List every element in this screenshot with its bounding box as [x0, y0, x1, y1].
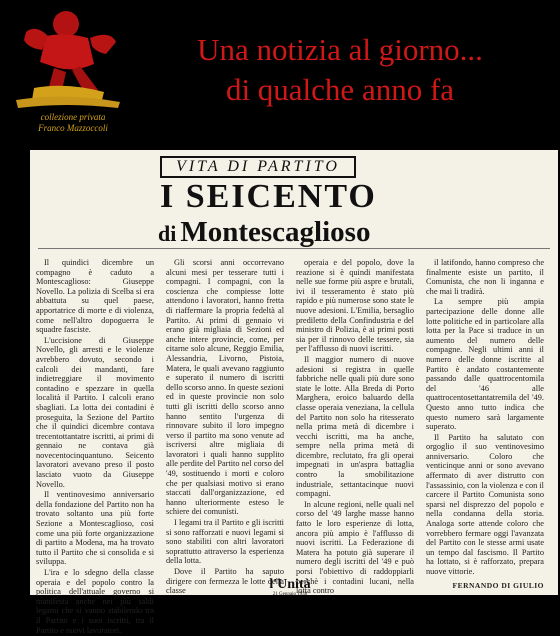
- section-kicker: VITA DI PARTITO: [160, 156, 356, 178]
- paragraph: Il quindici dicembre un compagno è caduto a Montescaglioso: Giuseppe Novello. La polizia di Scelba si era abbattuta su quel paese, apportatrice di morte e di violenza, come nell'altro dopoguerra le squadre fasciste.: [36, 258, 154, 335]
- newspaper-clipping: [30, 150, 558, 635]
- article-column-3: [296, 258, 414, 597]
- collection-credit: [8, 112, 138, 134]
- boxer-figure-logo-icon: [6, 2, 130, 110]
- paragraph: Gli scorsi anni occorrevano alcuni mesi per tesserare tutti i compagni. I compagni, con la coscienza che compiesse lotte attendono i lavoratori, hanno fretta di riaffermare la propria fedeltà al Partito. Ai primi di gennaio vi erano già migliaia di Sezioni ed anche intere provincie, come, per citarne solo alcune, Reggio Emilia, Alessandria, Livorno, Pistoia, Matera, le quali avevano raggiunto e superato il numero di iscritti dello scorso anno. In queste sezioni ed in queste provincie non solo tutti gli iscritti dello scorso anno hanno sentito l'urgenza di rinnovare subito il loro impegno verso il partito ma sono venute ad iscriversi altre migliaia di lavoratori i quali hanno supplito alle perdite del Partito nel corso del '49, sostituendo i morti e coloro che per qualsiasi motivo si erano staccati dall'organizzazione, ed hanno ulteriormente esteso le schiere dei comunisti.: [166, 258, 284, 517]
- article-title: I SEICENTO: [160, 178, 377, 215]
- paragraph: operaia e del popolo, dove la reazione si è quindi manifestata nelle sue forme più aspre e brutali, ivi il tesseramento è stato più rapido e più numerose sono state le nuove adesioni. L'Emilia, bersaglio prediletto della Confindustria e del ministro di Polizia, è ai primi posti sia per il rinnovo delle tessere, sia per l'afflusso di nuovi iscritti.: [296, 258, 414, 354]
- newspaper-masthead: [250, 578, 330, 597]
- collection-line-1: collezione privata: [40, 112, 106, 122]
- masthead-date: 21 Gennaio 1950: [272, 592, 308, 597]
- paragraph: I legami tra il Partito e gli iscritti si sono rafforzati e nuovi legami si sono stabiliti con altri lavoratori soprattutto attraverso la esperienza della lotta.: [166, 518, 284, 566]
- article-subtitle: [158, 216, 418, 249]
- collection-line-2: Franco Mazzoccoli: [38, 123, 108, 133]
- article-column-2: [166, 258, 284, 597]
- logo: [6, 2, 130, 110]
- author-signature: FERNANDO DI GIULIO: [452, 580, 544, 590]
- page-headline: [130, 30, 550, 110]
- article-column-4: [426, 258, 544, 590]
- header-divider: [38, 248, 550, 249]
- paragraph: Il ventinovesimo anniversario della fondazione del Partito non ha trovato soltanto una più forte Sezione a Montescaglioso, così come una più forte organizzazione di partito a Modena, ma ha trovato tutto il Partito che si consolida e si sviluppa.: [36, 490, 154, 567]
- paragraph: L'uccisione di Giuseppe Novello, gli arresti e le violenze avrebbero dovuto, secondo i calcoli dei mandanti, fare indietreggiare il movimento contadino e spezzare in quella località il Partito. I calcoli erano sbagliati. La lotta dei contadini è proseguita, la Sezione del Partito che il quindici dicembre contava trecentottantatre iscritti, ai primi di gennaio ne contava già novecentocinquantuno. Seicento lavoratori avevano preso il posto lasciato vuoto da Giuseppe Novello.: [36, 335, 154, 489]
- paragraph: La sempre più ampia partecipazione delle donne alle lotte politiche ed in particolare alla lotta per la Pace si traduce in un aumento del numero delle compagne. Negli ultimi anni il numero delle donne iscritte al Partito è andato costantemente passando dalle quattrocentomila del '46 alle quattrocentosettantatremila del '49. Questo anno tutto indica che questo numero sarà largamente superato.: [426, 297, 544, 432]
- paragraph: il latifondo, hanno compreso che finalmente esiste un partito, il Comunista, che non li inganna e che mai li tradirà.: [426, 258, 544, 296]
- paragraph: Il Partito ha salutato con orgoglio il suo ventinovesimo anniversario. Coloro che venticinque anni or sono avevano affermato di aver distrutto con l'assassinio, con la violenza e con il carcere il Partito Comunista sono sparsi nel disprezzo del popolo e nella condanna della storia. Analoga sorte attende coloro che vorrebbero fermare oggi l'avanzata del Partito con le stesse armi usate un tempo dal fascismo. Il Partito ha lottato, si è rafforzato, prepara nuove vittorie.: [426, 432, 544, 576]
- paragraph: Dove il Partito ha saputo dirigere con fermezza le lotte della classe: [166, 567, 284, 596]
- subtitle-place: Montescaglioso: [180, 216, 371, 248]
- paragraph: Il maggior numero di nuove adesioni si registra in quelle fabbriche nelle quali più dure sono state le lotte. Alla Breda di Porto Marghera, eroico baluardo della classe operaia veneziana, la cellula del Partito non solo ha ritesserato nella prima metà di dicembre i vecchi iscritti, ma ha anche, sempre nella prima metà di dicembre, reclutato, fra gli operai impegnati in un'aspra battaglia contro la smobilitazione industriale, settantacinque nuovi compagni.: [296, 354, 414, 499]
- headline-line-1: Una notizia al giorno...: [197, 32, 483, 67]
- paragraph: In alcune regioni, nelle quali nel corso del '49 larghe masse hanno fatto le loro esperienze di lotta, ancora più ampio è l'afflusso di nuovi iscritti. La Federazione di Matera ha potuto già superare il numero degli iscritti del '49 e può porsi l'obiettivo di raddoppiarli perchè i contadini lucani, nella lotta contro: [296, 499, 414, 596]
- article-column-1: [36, 258, 154, 636]
- masthead-name: l'Unità: [269, 577, 311, 592]
- subtitle-di: di: [158, 221, 177, 246]
- paragraph: L'ira e lo sdegno della classe operaia e del popolo contro la politica dell'attuale governo si manifesta anche nei più saldi legami che si vanno stabilendo tra il Partito e i suoi iscritti, tra il Partito e nuovi lavoratori.: [36, 568, 154, 635]
- headline-line-2: di qualche anno fa: [225, 72, 455, 107]
